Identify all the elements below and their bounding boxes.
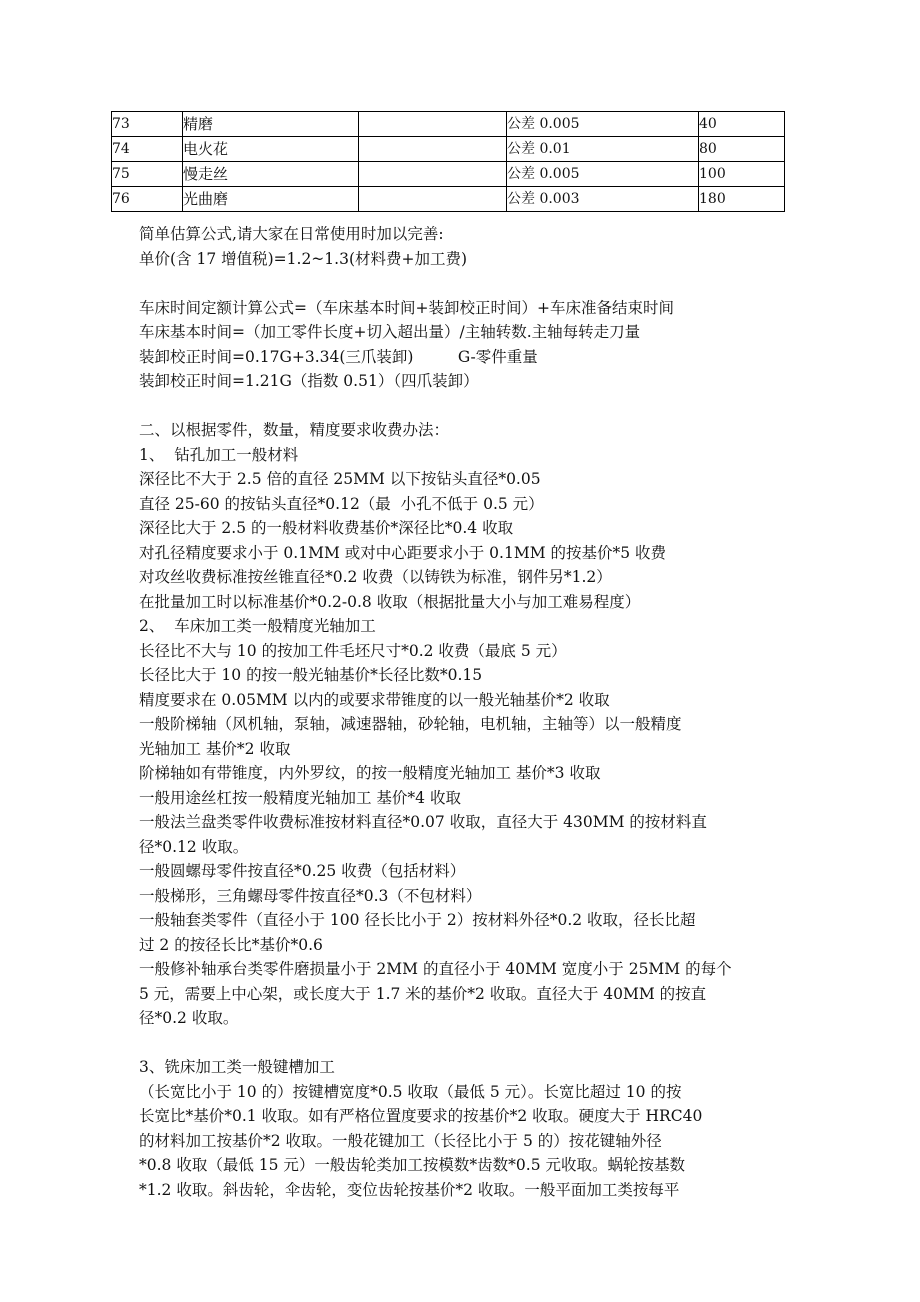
text-line: 在批量加工时以标准基价*0.2-0.8 收取（根据批量大小与加工难易程度） (139, 592, 641, 611)
text-line: 车床时间定额计算公式=（车床基本时间+装卸校正时间）+车床准备结束时间 (139, 298, 674, 317)
text-line: 的材料加工按基价*2 收取。一般花键加工（长径比小于 5 的）按花键轴外径 (139, 1131, 662, 1150)
text-line: 一般圆螺母零件按直径*0.25 收费（包括材料） (139, 862, 466, 880)
text-line: 径*0.2 收取。 (139, 1009, 239, 1027)
text-line: 深径比不大于 2.5 倍的直径 25MM 以下按钻头直径*0.05 (139, 470, 541, 488)
row-number: 74 (112, 137, 183, 162)
price-cell: 80 (699, 137, 785, 162)
price-cell: 100 (699, 162, 785, 187)
row-number: 76 (112, 187, 183, 212)
text-line: 简单估算公式,请大家在日常使用时加以完善: (139, 225, 444, 243)
process-name: 精磨 (183, 112, 359, 137)
text-line: 过 2 的按径长比*基价*0.6 (139, 935, 323, 954)
text-line: 深径比大于 2.5 的一般材料收费基价*深径比*0.4 收取 (139, 519, 514, 537)
tolerance-cell: 公差 0.01 (507, 137, 699, 162)
row-number: 75 (112, 162, 183, 187)
tolerance-cell: 公差 0.003 (507, 187, 699, 212)
text-line: 长宽比*基价*0.1 收取。如有严格位置度要求的按基价*2 收取。硬度大于 HRC40 (139, 1107, 703, 1125)
text-line: 单价(含 17 增值税)=1.2~1.3(材料费+加工费) (139, 249, 468, 268)
text-line: 光轴加工 基价*2 收取 (139, 739, 291, 758)
text-line: 直径 25-60 的按钻头直径*0.12（最 小孔不低于 0.5 元） (139, 494, 544, 513)
tolerance-cell: 公差 0.005 (507, 112, 699, 137)
text-line: 一般法兰盘类零件收费标准按材料直径*0.07 收取，直径大于 430MM 的按材料直 (139, 813, 707, 831)
text-line: 车床基本时间=（加工零件长度+切入超出量）/主轴转数.主轴每转走刀量 (139, 323, 641, 341)
process-name: 慢走丝 (183, 162, 359, 187)
blank-line (139, 394, 799, 419)
text-line: 5 元，需要上中心架，或长度大于 1.7 米的基价*2 收取。直径大于 40MM 的按直 (139, 984, 707, 1003)
empty-cell (359, 112, 507, 137)
text-line: 3、铣床加工类一般键槽加工 (139, 1058, 335, 1076)
process-name: 光曲磨 (183, 187, 359, 212)
pricing-table-body (112, 112, 785, 212)
empty-cell (359, 137, 507, 162)
text-line: 一般轴套类零件（直径小于 100 径长比小于 2）按材料外径*0.2 收取，径长比超 (139, 911, 696, 929)
blank-line (139, 1031, 799, 1056)
text-line: 阶梯轴如有带锥度，内外罗纹，的按一般精度光轴加工 基价*3 收取 (139, 764, 601, 782)
text-line: 对孔径精度要求小于 0.1MM 或对中心距要求小于 0.1MM 的按基价*5 收费 (139, 543, 667, 562)
text-line: 长径比大于 10 的按一般光轴基价*长径比数*0.15 (139, 666, 483, 684)
text-line: 一般梯形，三角螺母零件按直径*0.3（不包材料） (139, 886, 482, 905)
text-line: （长宽比小于 10 的）按键槽宽度*0.5 收取（最低 5 元）。长宽比超过 10 的按 (139, 1082, 682, 1101)
empty-cell (359, 187, 507, 212)
price-cell: 40 (699, 112, 785, 137)
empty-cell (359, 162, 507, 187)
process-name: 电火花 (183, 137, 359, 162)
table-row (112, 137, 785, 162)
table-row (112, 162, 785, 187)
text-line: 装卸校正时间=1.21G（指数 0.51）（四爪装卸） (139, 372, 479, 390)
text-line: 一般用途丝杠按一般精度光轴加工 基价*4 收取 (139, 788, 461, 807)
document-body-text (139, 222, 799, 1202)
text-line: 长径比不大与 10 的按加工件毛坯尺寸*0.2 收费（最底 5 元） (139, 641, 567, 660)
text-line: 装卸校正时间=0.17G+3.34(三爪装卸) G-零件重量 (139, 347, 538, 366)
text-line: *1.2 收取。斜齿轮，伞齿轮，变位齿轮按基价*2 收取。一般平面加工类按每平 (139, 1180, 680, 1199)
price-cell: 180 (699, 187, 785, 212)
table-row (112, 187, 785, 212)
blank-line (139, 271, 799, 296)
text-line: 径*0.12 收取。 (139, 837, 249, 856)
text-line: 一般阶梯轴（风机轴，泵轴，减速器轴，砂轮轴，电机轴，主轴等）以一般精度 (139, 715, 682, 733)
text-line: *0.8 收取（最低 15 元）一般齿轮类加工按模数*齿数*0.5 元收取。蜗轮按基数 (139, 1156, 685, 1174)
text-line: 一般修补轴承台类零件磨损量小于 2MM 的直径小于 40MM 宽度小于 25MM 的每个 (139, 960, 732, 978)
pricing-table (111, 111, 785, 212)
text-line: 精度要求在 0.05MM 以内的或要求带锥度的以一般光轴基价*2 收取 (139, 690, 610, 709)
text-line: 2、 车床加工类一般精度光轴加工 (139, 617, 376, 635)
text-line: 二、以根据零件，数量，精度要求收费办法： (139, 421, 450, 439)
text-line: 对攻丝收费标准按丝锥直径*0.2 收费（以铸铁为标准，钢件另*1.2） (139, 568, 612, 586)
tolerance-cell: 公差 0.005 (507, 162, 699, 187)
row-number: 73 (112, 112, 183, 137)
table-row (112, 112, 785, 137)
text-line: 1、 钻孔加工一般材料 (139, 445, 299, 464)
